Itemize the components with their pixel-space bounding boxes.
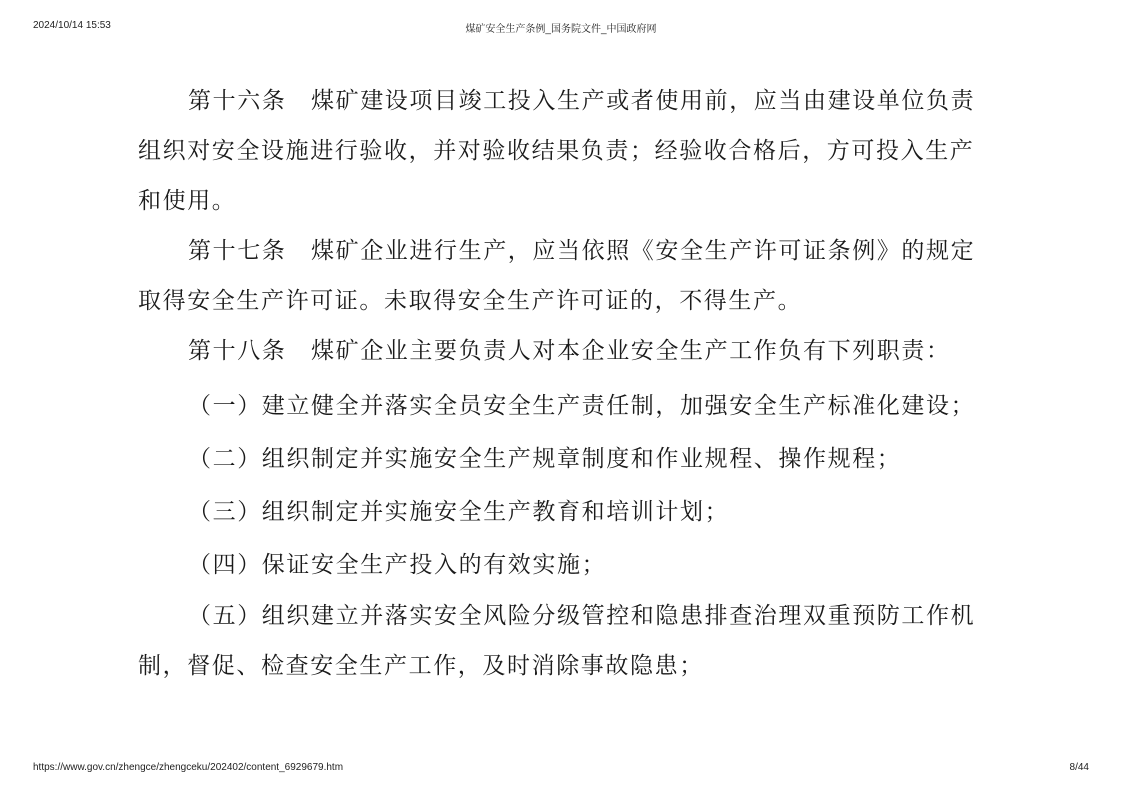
page-title: 煤矿安全生产条例_国务院文件_中国政府网 — [465, 24, 657, 35]
duty-item-5: （五）组织建立并落实安全风险分级管控和隐患排查治理双重预防工作机制，督促、检查安全生产工作，及时消除事故隐患； — [138, 603, 976, 679]
print-datetime: 2024/10/14 15:53 — [33, 20, 111, 31]
duty-item-3: （三）组织制定并实施安全生产教育和培训计划； — [188, 499, 730, 525]
article-18-paragraph: 第十八条 煤矿企业主要负责人对本企业安全生产工作负有下列职责： — [188, 338, 951, 364]
duty-item-4: （四）保证安全生产投入的有效实施； — [188, 552, 607, 578]
source-url: https://www.gov.cn/zhengce/zhengceku/202402/content_6929679.htm — [33, 762, 344, 773]
article-17-paragraph: 第十七条 煤矿企业进行生产，应当依照《安全生产许可证条例》的规定取得安全生产许可证。未取得安全生产许可证的，不得生产。 — [138, 238, 976, 314]
page-number: 8/44 — [1069, 762, 1089, 773]
duty-item-1: （一）建立健全并落实全员安全生产责任制，加强安全生产标准化建设； — [188, 393, 976, 419]
article-16-paragraph: 第十六条 煤矿建设项目竣工投入生产或者使用前，应当由建设单位负责组织对安全设施进行验收，并对验收结果负责；经验收合格后，方可投入生产和使用。 — [138, 88, 976, 214]
duty-item-2: （二）组织制定并实施安全生产规章制度和作业规程、操作规程； — [188, 446, 902, 472]
